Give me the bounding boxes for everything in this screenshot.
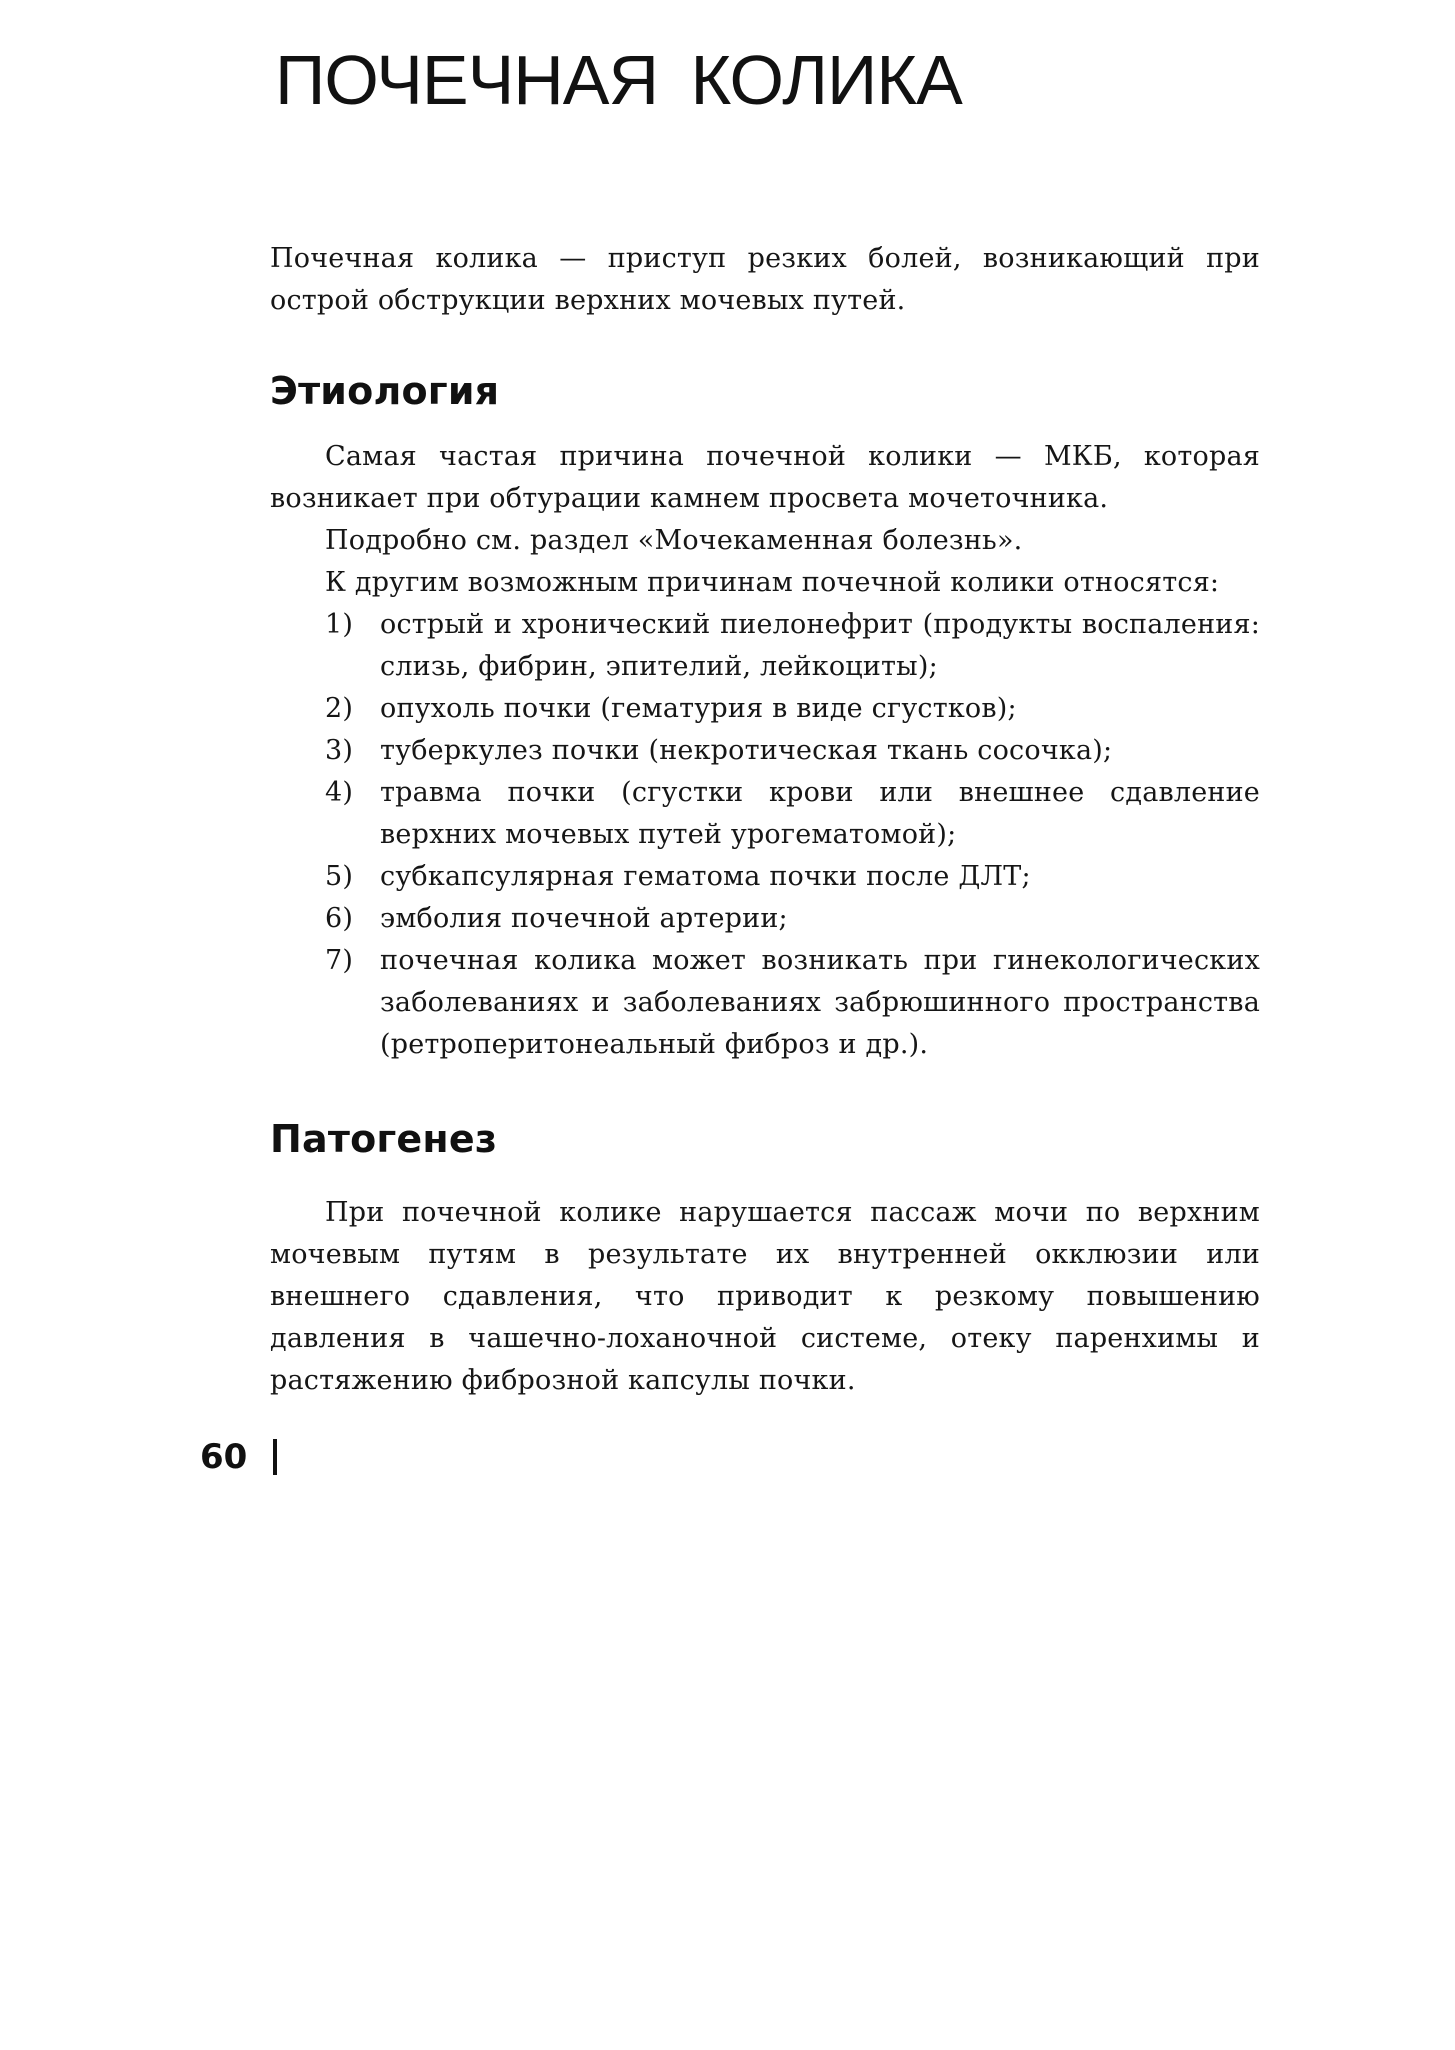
list-item <box>325 856 1260 898</box>
list-item <box>325 898 1260 940</box>
list-item-number: 6) <box>325 903 354 934</box>
chapter-title: ПОЧЕЧНАЯ КОЛИКА <box>275 41 962 119</box>
list-item <box>325 940 1260 1066</box>
list-item-number: 1) <box>325 609 354 640</box>
list-item-number: 4) <box>325 777 354 808</box>
list-item-number: 3) <box>325 735 354 766</box>
pathogenesis-paragraph: При почечной колике нарушается пассаж мочи по верхним мочевым путям в результате их внутренней окклюзии или внешнего сдавления, что приводит к резкому повышению давления в чашечно-лоханочной системе, отеку паренхимы и растяжению фиброзной капсулы почки. <box>270 1197 1260 1396</box>
page-content <box>270 238 1260 1402</box>
list-item-text: эмболия почечной артерии; <box>380 903 788 934</box>
list-item-text: туберкулез почки (некротическая ткань сосочка); <box>380 735 1113 766</box>
list-item <box>325 772 1260 856</box>
list-item <box>325 730 1260 772</box>
list-item-number: 5) <box>325 861 354 892</box>
intro-paragraph: Почечная колика — приступ резких болей, возникающий при острой обструкции верхних мочевых путей. <box>270 243 1260 316</box>
list-item-number: 7) <box>325 945 354 976</box>
list-item-number: 2) <box>325 693 354 724</box>
pathogenesis-heading: Патогенез <box>270 1117 498 1161</box>
page-number-divider <box>273 1439 277 1475</box>
page-footer <box>200 1432 277 1482</box>
causes-list <box>270 604 1260 1066</box>
etiology-paragraph-other-causes: К другим возможным причинам почечной колики относятся: <box>325 567 1220 598</box>
etiology-paragraph-reference: Подробно см. раздел «Мочекаменная болезнь». <box>325 525 1023 556</box>
page-number: 60 <box>200 1437 248 1477</box>
list-item-text: почечная колика может возникать при гинекологических заболеваниях и заболеваниях забрюшинного пространства (ретроперитонеальный фиброз и др.). <box>380 945 1260 1060</box>
list-item <box>325 688 1260 730</box>
list-item <box>325 604 1260 688</box>
list-item-text: опухоль почки (гематурия в виде сгустков); <box>380 693 1017 724</box>
list-item-text: острый и хронический пиелонефрит (продукты воспаления: слизь, фибрин, эпителий, лейкоциты); <box>380 609 1260 682</box>
list-item-text: травма почки (сгустки крови или внешнее сдавление верхних мочевых путей урогематомой); <box>380 777 1260 850</box>
etiology-paragraph-main-cause: Самая частая причина почечной колики — МКБ, которая возникает при обтурации камнем просвета мочеточника. <box>270 441 1260 514</box>
etiology-heading: Этиология <box>270 369 500 413</box>
list-item-text: субкапсулярная гематома почки после ДЛТ; <box>380 861 1031 892</box>
